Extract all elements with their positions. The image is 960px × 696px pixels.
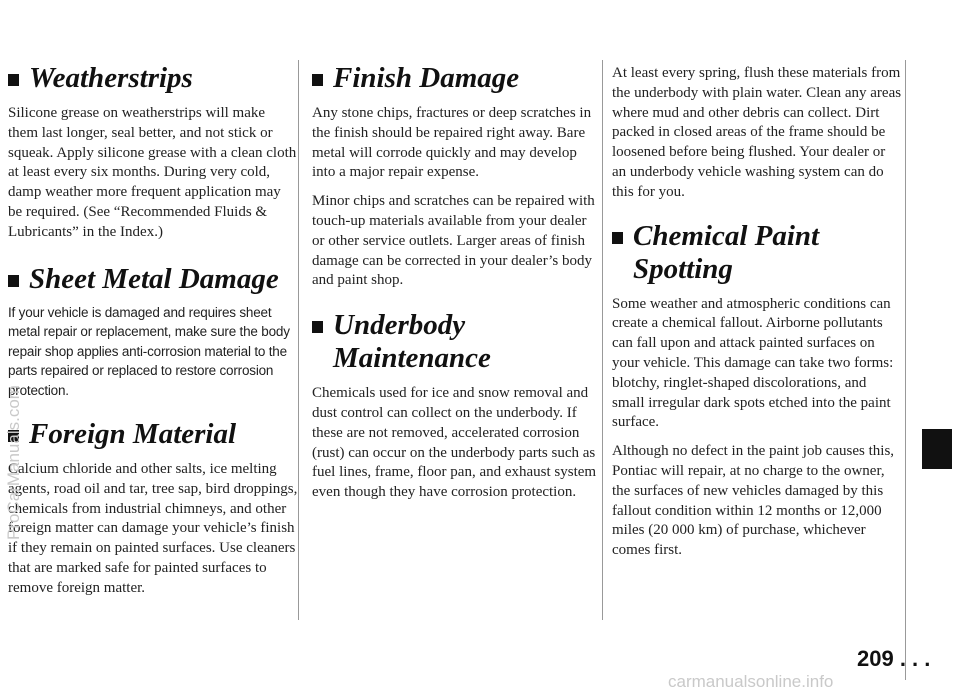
column-divider — [602, 60, 603, 620]
column-left — [8, 0, 298, 599]
bullet-icon — [312, 321, 323, 333]
heading-foreign-material: Foreign Material — [8, 418, 298, 451]
heading-sheet-metal-damage: Sheet Metal Damage — [8, 263, 298, 296]
column-divider — [298, 60, 299, 620]
watermark-left: ProCarManuals.com — [4, 385, 23, 540]
bullet-icon — [312, 74, 323, 86]
underbody-body-continued: At least every spring, flush these materials from the underbody with plain water. Clean any areas where mud and other debris can collect. Dirt packed in closed areas of the frame should be loosened before being flushed. Your dealer or an underbody vehicle washing system can do this for you. — [612, 65, 902, 200]
foreign-material-body: Calcium chloride and other salts, ice melting agents, road oil and tar, tree sap, bird droppings, chemicals from industrial chimneys, and other foreign matter can damage your vehicle’s finish if they remain on painted surfaces. Use cleaners that are marked safe for painted surfaces to remove foreign matter. — [8, 461, 298, 596]
page-number: 209 . . . — [857, 646, 931, 671]
watermark-bottom: carmanualsonline.info — [668, 672, 834, 691]
bullet-icon — [8, 275, 19, 287]
finish-damage-body-1: Any stone chips, fractures or deep scratches in the finish should be repaired right away. Bare metal will corrode quickly and may develop into a major repair expense. — [312, 105, 592, 181]
finish-damage-body-2: Minor chips and scratches can be repaired with touch-up materials available from your dealer or other service outlets. Larger areas of finish damage can be corrected in your dealer’s body and paint shop. — [312, 193, 595, 289]
sheet-metal-body: If your vehicle is damaged and requires sheet metal repair or replacement, make sure the body repair shop applies anti-corrosion material to the parts repaired or replaced to restore corrosion protection. — [8, 304, 290, 398]
chemical-paint-body-1: Some weather and atmospheric conditions can create a chemical fallout. Airborne pollutants can fall upon and attack painted surfaces on your vehicle. This damage can take two forms: blotchy, ringlet-shaped discolorations, and small irregular dark spots etched into the paint surface. — [612, 295, 894, 431]
column-right — [612, 0, 902, 561]
section-tab-marker — [922, 429, 952, 469]
weatherstrips-body: Silicone grease on weatherstrips will make them last longer, seal better, and not stick or squeak. Apply silicone grease with a clean cloth at least every six months. During very cold, damp weather more frequent application may be required. (See “Recommended Fluids & Lubricants” in the Index.) — [8, 105, 297, 240]
column-divider — [905, 60, 906, 680]
underbody-body: Chemicals used for ice and snow removal and dust control can collect on the underbody. If these are not removed, accelerated corrosion (rust) can occur on the underbody parts such as fuel lines, frame, floor pan, and exhaust system even though they have corrosion protection. — [312, 385, 597, 501]
bullet-icon — [612, 232, 623, 244]
heading-chemical-paint-spotting: Chemical Paint Spotting — [612, 220, 902, 286]
chemical-paint-body-2: Although no defect in the paint job causes this, Pontiac will repair, at no charge to the owner, the surfaces of new vehicles damaged by this fallout condition within 12 months or 12,000 miles (20 000 km) of purchase, whichever comes first. — [612, 443, 895, 559]
heading-finish-damage: Finish Damage — [312, 62, 598, 95]
column-middle — [312, 0, 598, 503]
heading-weatherstrips: Weatherstrips — [8, 62, 298, 95]
heading-underbody-maintenance: Underbody Maintenance — [312, 309, 598, 375]
bullet-icon — [8, 74, 19, 86]
